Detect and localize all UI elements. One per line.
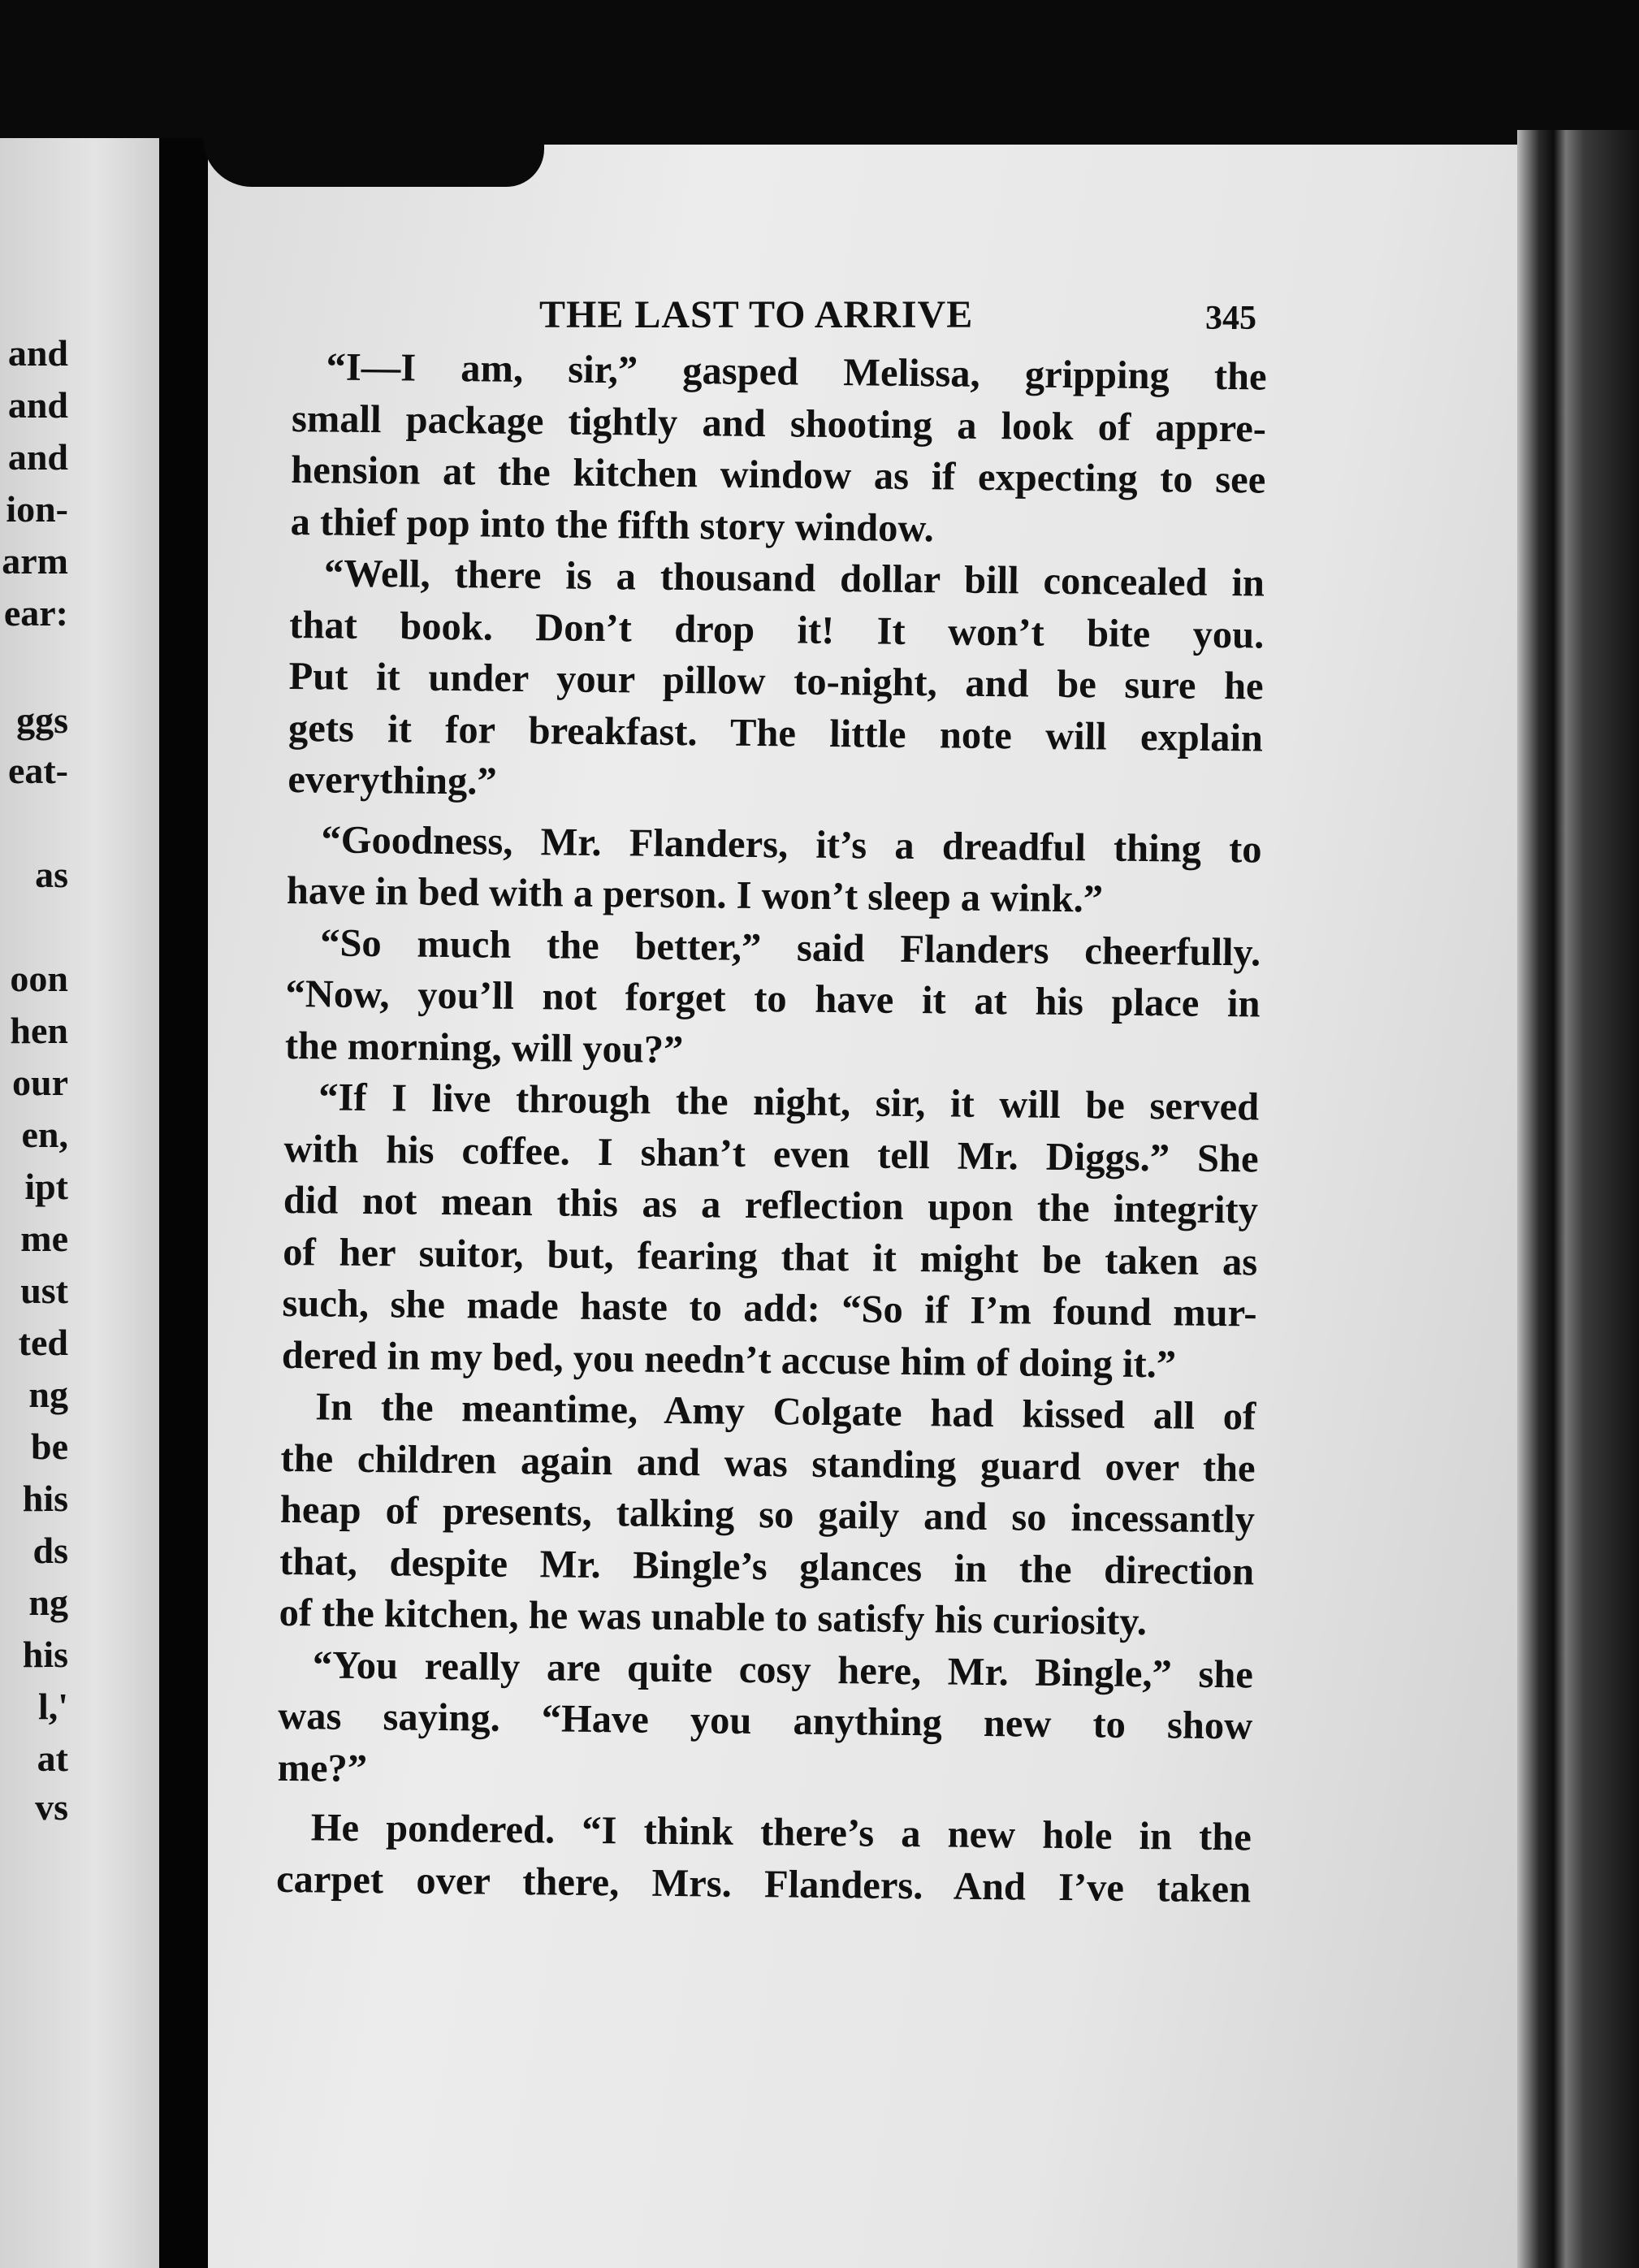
text-line: with his coffee. I shan’t even tell Mr. Diggs.” She — [283, 1127, 1259, 1181]
left-page-fragment: l,' — [37, 1686, 68, 1727]
text-line: “Well, there is a thousand dollar bill concealed in — [323, 552, 1265, 605]
text-line: that book. Don’t drop it! It won’t bite you. — [289, 603, 1265, 657]
text-line: the morning, will you?” — [284, 1024, 684, 1071]
left-page-fragment: en, — [21, 1114, 68, 1155]
text-line: that, despite Mr. Bingle’s glances in the direction — [279, 1539, 1255, 1593]
left-page-fragment: vs — [35, 1786, 68, 1828]
running-head: THE LAST TO ARRIVE — [539, 293, 974, 336]
text-line: the children again and was standing guard over the — [280, 1436, 1256, 1490]
left-page-fragment: me — [20, 1218, 68, 1259]
book-gutter — [159, 138, 208, 2268]
text-line: a thief pop into the fifth story window. — [290, 500, 935, 550]
left-page-fragment: our — [12, 1062, 68, 1103]
text-line: He pondered. “I think there’s a new hole in the — [310, 1806, 1252, 1859]
text-line: of her suitor, but, fearing that it might be taken as — [282, 1230, 1258, 1284]
text-line: everything.” — [288, 757, 497, 803]
text-line: “If I live through the night, sir, it will be served — [318, 1076, 1260, 1129]
left-page-fragment: ear: — [3, 592, 68, 634]
text-line: did not mean this as a reflection upon the integrity — [283, 1178, 1259, 1232]
left-page-fragment: ng — [28, 1582, 68, 1623]
page-number: 345 — [1205, 300, 1256, 337]
text-line: In the meantime, Amy Colgate had kissed all of — [314, 1385, 1256, 1439]
left-page-fragment: arm — [2, 540, 68, 582]
left-page-fragment: ust — [20, 1270, 68, 1311]
text-line: “Now, you’ll not forget to have it at his place in — [285, 972, 1261, 1026]
left-page-fragment: ion- — [6, 488, 68, 530]
left-page-fragment: ipt — [24, 1166, 68, 1207]
left-facing-page — [0, 138, 159, 2268]
left-page-fragment: and — [7, 384, 68, 426]
text-line: Put it under your pillow to-night, and be sure he — [288, 654, 1264, 708]
text-line: “So much the better,” said Flanders cheerfully. — [319, 920, 1261, 975]
left-page-fragment: his — [22, 1634, 68, 1675]
text-line: small package tightly and shooting a look of appre- — [291, 396, 1267, 451]
text-line: “I—I am, sir,” gasped Melissa, gripping the — [326, 345, 1267, 399]
body-text — [276, 341, 1267, 1915]
page-edge — [1517, 130, 1639, 2268]
text-line: was saying. “Have you anything new to show — [277, 1694, 1253, 1748]
left-page-fragment: ted — [18, 1322, 68, 1363]
left-page-fragment: ng — [28, 1374, 68, 1415]
text-line: heap of presents, talking so gaily and so incessantly — [279, 1487, 1256, 1542]
text-line: such, she made haste to add: “So if I’m found mur- — [282, 1281, 1257, 1335]
text-line: of the kitchen, he was unable to satisfy his curiosity. — [279, 1591, 1148, 1644]
text-line: “Goodness, Mr. Flanders, it’s a dreadful thing to — [321, 817, 1262, 872]
left-page-fragment: his — [22, 1478, 68, 1519]
left-page-fragment: ds — [32, 1530, 68, 1571]
page-shadow — [203, 138, 544, 187]
left-page-fragment: ggs — [16, 699, 68, 741]
left-page-fragment: oon — [10, 958, 68, 999]
text-line: hension at the kitchen window as if expecting to see — [291, 448, 1266, 502]
left-page-fragment: hen — [10, 1010, 68, 1051]
left-page-fragment: eat- — [7, 750, 68, 791]
text-line: carpet over there, Mrs. Flanders. And I’ve taken — [275, 1857, 1252, 1911]
text-line: have in bed with a person. I won’t sleep a wink.” — [286, 868, 1104, 921]
left-page-fragment: at — [37, 1738, 68, 1779]
text-line: dered in my bed, you needn’t accuse him of doing it.” — [281, 1333, 1177, 1386]
text-line: gets it for breakfast. The little note will explain — [288, 706, 1264, 760]
left-page-fragment: as — [35, 854, 68, 895]
text-line: “You really are quite cosy here, Mr. Bingle,” she — [312, 1643, 1254, 1696]
left-page-fragment: be — [31, 1426, 68, 1467]
text-line: me?” — [277, 1746, 368, 1790]
left-page-fragment: and — [7, 332, 68, 374]
left-page-fragment: and — [7, 436, 68, 478]
